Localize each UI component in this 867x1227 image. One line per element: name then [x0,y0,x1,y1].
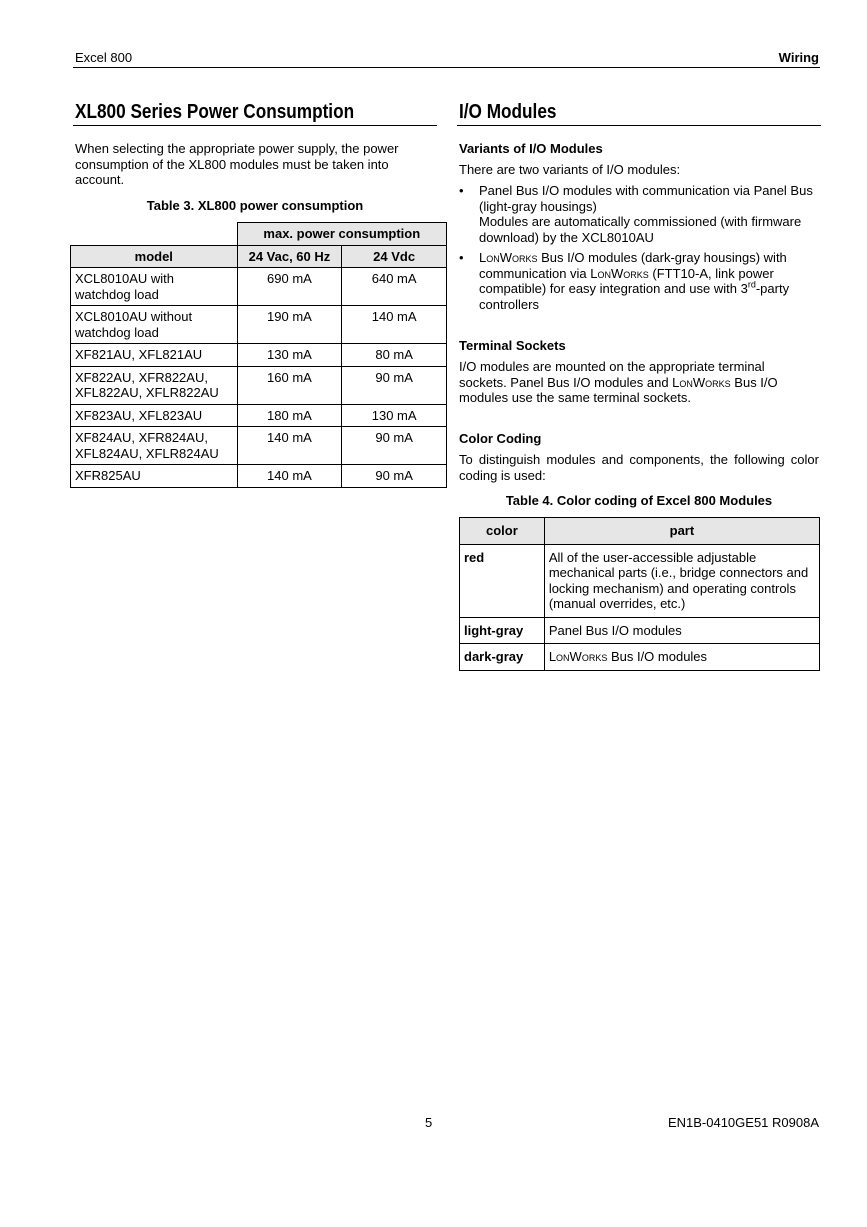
left-section-title: XL800 Series Power Consumption [75,101,355,123]
model-cell: XF821AU, XFL821AU [71,344,238,367]
header-section-title: Wiring [778,50,819,65]
table-corner-blank [71,223,238,246]
model-cell: XF824AU, XFR824AU, XFL824AU, XFLR824AU [71,427,238,465]
ordinal-suffix: rd [747,279,756,290]
right-section-rule [457,125,821,126]
vdc-cell: 140 mA [342,306,447,344]
table-row [460,617,820,644]
right-section-title: I/O Modules [459,101,557,123]
table-row [71,427,447,465]
color-cell: light-gray [460,617,545,644]
table3-caption: Table 3. XL800 power consumption [146,198,364,213]
terminal-sockets-heading: Terminal Sockets [459,338,566,353]
table-row [71,306,447,344]
model-cell: XFR825AU [71,465,238,488]
color-coding-intro: To distinguish modules and components, the following color coding is used: [459,452,819,483]
table4-caption: Table 4. Color coding of Excel 800 Modules [505,493,773,508]
lonworks-brand: LonWorks [672,374,731,390]
part-cell: All of the user-accessible adjustable mechanical parts (i.e., bridge connectors and locking mechanism) and operating controls (manual overrides, etc.) [544,544,819,617]
table-row [71,268,447,306]
bullet1-line1: Panel Bus I/O modules with communication via Panel Bus (light-gray housings) [479,183,813,214]
part-cell: Panel Bus I/O modules [544,617,819,644]
table-row [71,404,447,427]
bullet2-text-c: -party controllers [479,281,790,312]
column-header-color: color [460,518,545,545]
column-header-24vdc: 24 Vdc [342,245,447,268]
vac-cell: 190 mA [237,306,342,344]
color-cell: red [460,544,545,617]
lonworks-brand: LonWorks [548,649,608,664]
list-item [459,183,819,245]
terminal-text-b: Bus I/O modules use the same terminal sockets. [459,374,778,405]
bullet-icon: • [459,250,464,265]
bullet-icon: • [459,183,464,198]
table-row [71,344,447,367]
header-rule [73,67,820,68]
model-cell: XCL8010AU without watchdog load [71,306,238,344]
model-cell: XF822AU, XFR822AU, XFL822AU, XFLR822AU [71,366,238,404]
bullet2-text-a: Bus I/O modules (dark-gray housings) with communication via [479,250,787,281]
left-section-rule [73,125,437,126]
table-row [71,465,447,488]
part-cell [544,644,819,671]
vdc-cell: 90 mA [342,366,447,404]
vac-cell: 140 mA [237,465,342,488]
vac-cell: 140 mA [237,427,342,465]
model-cell: XF823AU, XFL823AU [71,404,238,427]
column-header-24vac: 24 Vac, 60 Hz [237,245,342,268]
vdc-cell: 90 mA [342,427,447,465]
vac-cell: 160 mA [237,366,342,404]
variants-heading: Variants of I/O Modules [459,141,603,156]
vdc-cell: 640 mA [342,268,447,306]
vdc-cell: 90 mA [342,465,447,488]
list-item [459,250,819,312]
column-header-part: part [544,518,819,545]
terminal-text-a: I/O modules are mounted on the appropriate terminal sockets. Panel Bus I/O modules and [459,359,765,390]
color-coding-table [459,517,820,671]
vac-cell: 130 mA [237,344,342,367]
column-header-model: model [71,245,238,268]
header-doc-title: Excel 800 [75,50,133,65]
table-group-header: max. power consumption [237,223,446,246]
variants-list [459,183,819,317]
document-code: EN1B-0410GE51 R0908A [667,1115,819,1130]
vac-cell: 690 mA [237,268,342,306]
table-row [71,366,447,404]
color-cell: dark-gray [460,644,545,671]
page-number: 5 [425,1115,433,1130]
color-coding-heading: Color Coding [459,431,542,446]
part-cell-suffix: Bus I/O modules [607,649,708,664]
variants-intro: There are two variants of I/O modules: [459,162,681,177]
terminal-sockets-paragraph [459,359,809,406]
bullet1-line2: Modules are automatically commissioned (with firmware download) by the XCL8010AU [479,214,802,245]
vac-cell: 180 mA [237,404,342,427]
power-consumption-table [70,222,447,488]
bullet2-text-b: (FTT10-A, link power compatible) for easy integration and use with 3 [479,265,774,296]
left-intro-paragraph: When selecting the appropriate power supply, the power consumption of the XL800 modules must be taken into account. [75,141,399,187]
lonworks-brand: LonWorks [479,250,538,265]
model-cell: XCL8010AU with watchdog load [71,268,238,306]
vdc-cell: 80 mA [342,344,447,367]
vdc-cell: 130 mA [342,404,447,427]
lonworks-brand: LonWorks [590,265,649,281]
table-row [460,544,820,617]
table-row [460,644,820,671]
